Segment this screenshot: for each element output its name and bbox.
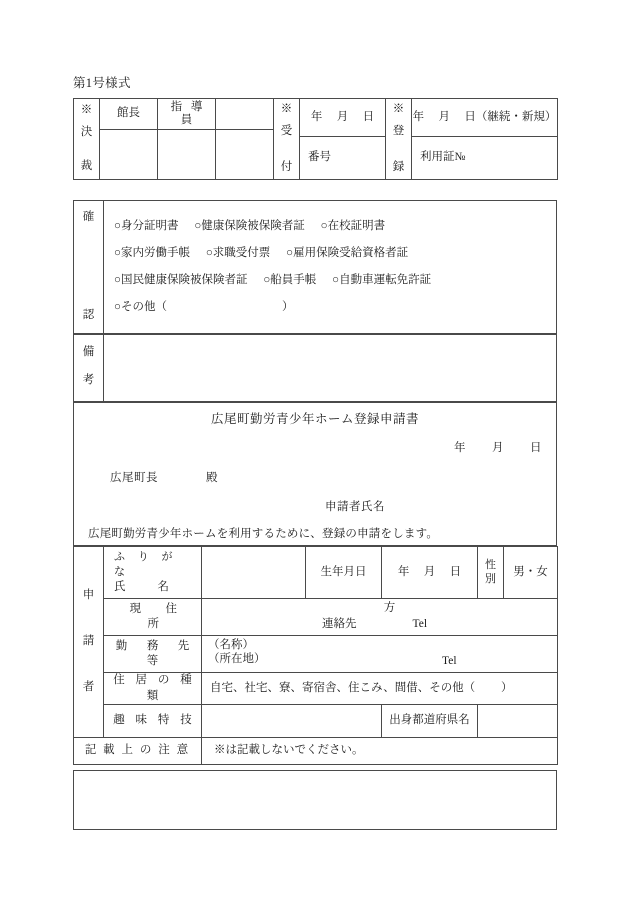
contact-line xyxy=(322,617,427,633)
addressee-line xyxy=(110,469,218,485)
table-row xyxy=(74,636,558,673)
applicant-name-line[interactable]: 申請者氏名 xyxy=(325,501,385,513)
free-note-area[interactable] xyxy=(73,770,557,830)
applicant-ch3: 者 xyxy=(82,681,95,694)
check-employment-insurance-card[interactable]: ○雇用保険受給資格者証 xyxy=(286,246,409,259)
check-national-health-insurance-card[interactable]: ○国民健康保険被保険者証 xyxy=(114,274,248,286)
workplace-label: 勤 務 先 等 xyxy=(104,636,202,673)
confirmation-label-top: 確 xyxy=(82,211,95,223)
checklist-row xyxy=(114,294,556,321)
check-drivers-license[interactable]: ○自動車運転免許証 xyxy=(332,274,432,286)
usage-card-number-cell[interactable]: 利用証№ xyxy=(412,136,558,179)
remarks-label-bottom: 考 xyxy=(82,374,95,387)
decision-receipt-table xyxy=(73,98,558,180)
notes-label: 記 載 上 の 注 意 xyxy=(74,738,202,765)
director-header: 館長 xyxy=(100,99,158,130)
check-seamans-handbook[interactable]: ○船員手帳 xyxy=(263,274,317,286)
workplace-location-label: （所在地） xyxy=(208,653,266,666)
housing-type-value-cell[interactable]: 自宅、社宅、寮、寄宿舎、住こみ、間借、その他（ ） xyxy=(202,673,558,705)
name-value-cell[interactable] xyxy=(202,547,306,599)
receipt-number-cell[interactable]: 番号 xyxy=(300,136,386,179)
check-school-certificate[interactable]: ○在校証明書 xyxy=(320,219,386,232)
addressee-name: 広尾町長 xyxy=(110,472,158,484)
date-month-label: 月 xyxy=(492,442,504,454)
table-row xyxy=(74,335,557,402)
date-year-label: 年 xyxy=(454,442,466,454)
decision-mark: ※ xyxy=(80,104,93,116)
instructor-stamp-cell[interactable] xyxy=(158,130,216,179)
table-row xyxy=(74,547,558,599)
addressee-honorific: 殿 xyxy=(206,472,218,484)
check-other[interactable]: ○その他（ ） xyxy=(114,301,294,314)
receipt-ch2: 付 xyxy=(280,160,293,173)
blank-header xyxy=(216,99,274,130)
receipt-vertical-label xyxy=(274,99,300,180)
remarks-label-top: 備 xyxy=(82,346,95,358)
decision-ch2: 裁 xyxy=(80,159,93,172)
contact-label: 連絡先 xyxy=(322,617,357,630)
workplace-name-label: （名称） xyxy=(208,639,254,652)
checklist-row xyxy=(114,240,556,267)
table-row xyxy=(74,673,558,705)
notes-value-cell: ※は記載しないでください。 xyxy=(202,738,558,765)
table-row xyxy=(74,738,558,765)
receipt-ch1: 受 xyxy=(280,124,293,137)
decision-vertical-label xyxy=(74,99,100,180)
confirmation-checkbox-area xyxy=(104,201,557,334)
remarks-table xyxy=(73,334,557,402)
prefecture-label: 出身都道府県名 xyxy=(382,705,478,738)
registration-mark: ※ xyxy=(392,103,405,115)
housing-type-label: 住 居 の 種 類 xyxy=(104,673,202,705)
remarks-input-area[interactable] xyxy=(104,335,557,402)
prefecture-value-cell[interactable] xyxy=(478,705,558,738)
check-id-certificate[interactable]: ○身分証明書 xyxy=(114,219,179,232)
document-type-checklist xyxy=(104,204,556,330)
furigana-label: ふ り が な xyxy=(114,551,178,578)
date-day-label: 日 xyxy=(530,442,542,454)
furigana-name-label xyxy=(104,547,202,599)
decision-ch1: 決 xyxy=(80,125,93,138)
workplace-tel-label: Tel xyxy=(442,654,457,667)
check-health-insurance-card[interactable]: ○健康保険被保険者証 xyxy=(194,219,305,232)
birthdate-value-cell[interactable]: 年 月 日 xyxy=(382,547,478,599)
form-number-label: 第1号様式 xyxy=(73,76,131,90)
applicant-vertical-label xyxy=(74,547,104,738)
director-stamp-cell[interactable] xyxy=(100,130,158,179)
registration-date-cell[interactable]: 年 月 日（継続・新規） xyxy=(412,99,558,137)
registration-ch1: 登 xyxy=(392,124,405,137)
remarks-label xyxy=(74,335,104,402)
gender-label: 性 別 xyxy=(478,547,504,599)
table-row xyxy=(74,705,558,738)
address-kata-label: 方 xyxy=(383,602,396,615)
contact-tel-label: Tel xyxy=(412,617,428,630)
blank-stamp-cell[interactable] xyxy=(216,130,274,179)
check-job-seeker-slip[interactable]: ○求職受付票 xyxy=(205,246,271,259)
confirmation-label xyxy=(74,201,104,334)
current-address-value-cell[interactable] xyxy=(202,599,558,636)
check-homework-handbook[interactable]: ○家内労働手帳 xyxy=(114,246,190,259)
workplace-value-cell[interactable] xyxy=(202,636,558,673)
receipt-mark: ※ xyxy=(280,103,293,115)
hobby-value-cell[interactable] xyxy=(202,705,382,738)
birthdate-label: 生年月日 xyxy=(306,547,382,599)
checklist-row xyxy=(114,213,556,240)
document-title: 広尾町勤労青少年ホーム登録申請書 xyxy=(210,412,419,426)
applicant-detail-table xyxy=(73,546,558,765)
confirmation-label-bottom: 認 xyxy=(82,309,95,322)
registration-ch2: 録 xyxy=(392,160,405,173)
table-row xyxy=(74,201,557,334)
gender-value-cell[interactable]: 男・女 xyxy=(504,547,558,599)
hobby-label: 趣 味 特 技 xyxy=(104,705,202,738)
application-statement: 広尾町勤労青少年ホームを利用するために、登録の申請をします。 xyxy=(88,528,439,540)
confirmation-table xyxy=(73,200,557,334)
registration-vertical-label xyxy=(386,99,412,180)
applicant-ch2: 請 xyxy=(82,635,95,648)
application-body-box xyxy=(73,402,557,546)
table-row xyxy=(74,599,558,636)
name-label: 氏 名 xyxy=(114,580,169,593)
applicant-ch1: 申 xyxy=(82,589,95,602)
checklist-row xyxy=(114,267,556,294)
current-address-label: 現 住 所 xyxy=(104,599,202,636)
application-date-line[interactable] xyxy=(454,439,542,455)
receipt-date-cell[interactable]: 年 月 日 xyxy=(300,99,386,137)
table-row xyxy=(74,99,558,130)
instructor-header: 指 導 員 xyxy=(158,99,216,130)
